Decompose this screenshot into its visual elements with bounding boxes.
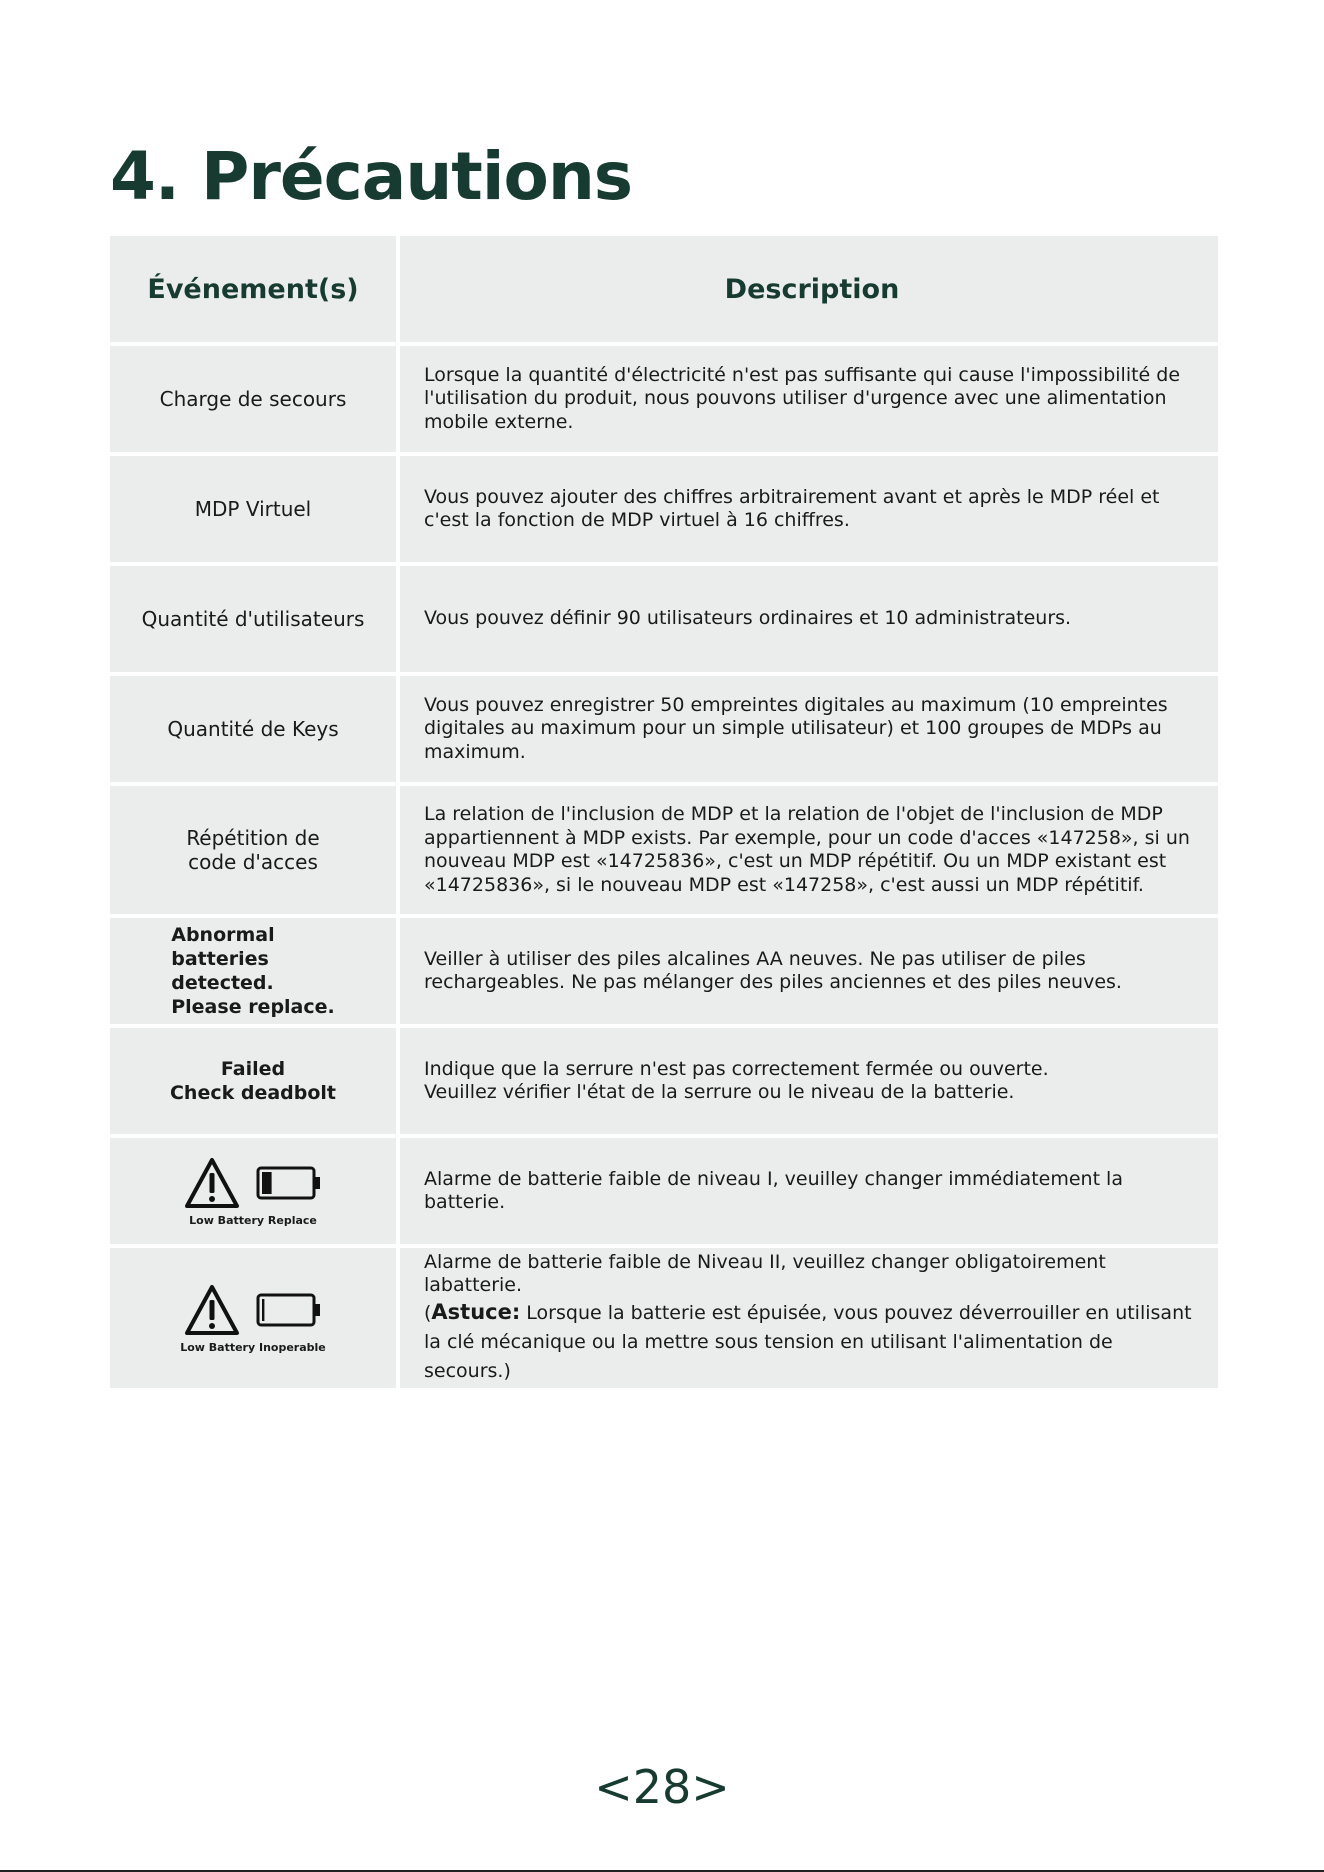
description-cell: Alarme de batterie faible de niveau I, veuilley changer immédiatement la batterie. <box>400 1138 1218 1248</box>
table-row <box>110 1028 1218 1138</box>
column-header-description: Description <box>400 236 1218 346</box>
event-cell: Quantité de Keys <box>110 676 400 786</box>
icon-caption: Low Battery Replace <box>189 1213 317 1227</box>
event-line: batteries <box>171 948 269 970</box>
table-row <box>110 676 1218 786</box>
table-row <box>110 1248 1218 1388</box>
column-header-event: Événement(s) <box>110 236 400 346</box>
event-cell <box>110 1248 400 1388</box>
warning-triangle-icon <box>183 1156 241 1210</box>
event-line: Répétition de <box>186 826 320 850</box>
tip-label: Astuce: <box>431 1299 521 1324</box>
event-cell: MDP Virtuel <box>110 456 400 566</box>
event-line: code d'acces <box>188 850 318 874</box>
event-cell: Quantité d'utilisateurs <box>110 566 400 676</box>
table-row <box>110 786 1218 918</box>
tip-text: Lorsque la batterie est épuisée, vous pouvez déverrouiller en utilisant la clé mécanique ou la mettre sous tension en utilisant l'alimentation de secours.) <box>424 1301 1192 1382</box>
table-row <box>110 456 1218 566</box>
description-cell <box>400 1028 1218 1138</box>
event-line: Check deadbolt <box>169 1082 337 1104</box>
table-row <box>110 918 1218 1028</box>
page-title: 4. Précautions <box>110 138 633 215</box>
table-header-row <box>110 236 1218 346</box>
page-number: <28> <box>594 1760 730 1814</box>
icon-caption: Low Battery Inoperable <box>180 1340 326 1354</box>
event-cell <box>110 1138 400 1248</box>
event-line: Failed <box>220 1058 286 1080</box>
description-text: Alarme de batterie faible de Niveau II, veuillez changer obligatoirement labatterie. <box>424 1250 1106 1296</box>
precautions-table <box>110 236 1218 1388</box>
event-cell <box>110 918 400 1028</box>
description-cell: Vous pouvez enregistrer 50 empreintes digitales au maximum (10 empreintes digitales au maximum pour un simple utilisateur) et 100 groupes de MDPs au maximum. <box>400 676 1218 786</box>
event-cell <box>110 786 400 918</box>
event-line: Please replace. <box>171 996 335 1018</box>
tip-paragraph <box>424 1298 1200 1386</box>
description-cell: Vous pouvez ajouter des chiffres arbitrairement avant et après le MDP réel et c'est la fonction de MDP virtuel à 16 chiffres. <box>400 456 1218 566</box>
table-row <box>110 346 1218 456</box>
description-cell <box>400 1248 1218 1388</box>
description-line: Indique que la serrure n'est pas correctement fermée ou ouverte. <box>424 1057 1049 1080</box>
event-line: detected. <box>171 972 274 994</box>
description-cell: La relation de l'inclusion de MDP et la relation de l'objet de l'inclusion de MDP appartiennent à MDP exists. Par exemple, pour un code d'acces «147258», si un nouveau MDP est «14725836», c'est un MDP répétitif. Ou un MDP existant est «14725836», si le nouveau MDP est «147258», c'est aussi un MDP répétitif. <box>400 786 1218 918</box>
table-row <box>110 1138 1218 1248</box>
table-row <box>110 566 1218 676</box>
event-cell <box>110 1028 400 1138</box>
warning-triangle-icon <box>183 1283 241 1337</box>
description-cell: Veiller à utiliser des piles alcalines AA neuves. Ne pas utiliser de piles rechargeables. Ne pas mélanger des piles anciennes et des piles neuves. <box>400 918 1218 1028</box>
description-line: Veuillez vérifier l'état de la serrure ou le niveau de la batterie. <box>424 1081 1015 1103</box>
event-line: Abnormal <box>171 924 275 946</box>
description-cell: Vous pouvez définir 90 utilisateurs ordinaires et 10 administrateurs. <box>400 566 1218 676</box>
battery-icon <box>255 1292 323 1328</box>
description-cell: Lorsque la quantité d'électricité n'est pas suffisante qui cause l'impossibilité de l'utilisation du produit, nous pouvons utiliser d'urgence avec une alimentation mobile externe. <box>400 346 1218 456</box>
tip-open: ( <box>424 1301 432 1324</box>
battery-icon <box>255 1165 323 1201</box>
event-cell: Charge de secours <box>110 346 400 456</box>
